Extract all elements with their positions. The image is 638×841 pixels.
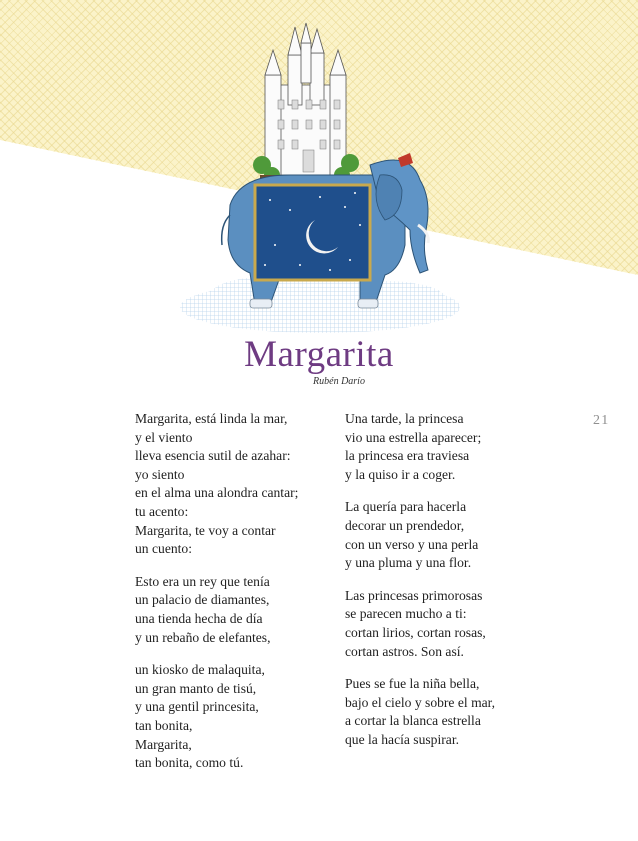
poem-line: lleva esencia sutil de azahar: [135,448,291,464]
stanza [135,573,335,647]
stanza [345,587,545,661]
poem-line: Las princesas primorosas [345,587,483,603]
poem-line: La quería para hacerla [345,499,467,515]
poem-line: y la quiso ir a coger. [345,466,456,482]
poem-line: en el alma una alondra cantar; [135,485,299,501]
poem-line: Margarita, te voy a contar [135,522,276,538]
poem-line: y una pluma y una flor. [345,555,472,571]
poem-title: Margarita [244,334,394,375]
poem-line: Margarita, [135,736,192,752]
poem-line: cortan lirios, cortan rosas, [345,624,486,640]
poem-line: Margarita, está linda la mar, [135,411,288,426]
page-number: 21 [593,413,610,428]
poem-line: decorar un prendedor, [345,517,465,533]
poem-line: un palacio de diamantes, [135,592,270,608]
left-column [135,410,335,787]
right-column [345,410,545,764]
poem-line: yo siento [135,466,185,482]
poem-line: Una tarde, la princesa [345,411,464,426]
poem-line: un gran manto de tisú, [135,680,257,696]
poem-line: que la hacía suspirar. [345,731,459,747]
elephant-illustration [170,15,490,345]
poem-line: y una gentil princesita, [135,699,259,715]
poem-line: y un rebaño de elefantes, [135,629,271,645]
poem-line: vio una estrella aparecer; [345,429,482,445]
stanza [345,410,545,484]
stanza [345,498,545,572]
poem-line: se parecen mucho a ti: [345,606,467,622]
poem-line: tan bonita, como tú. [135,755,244,771]
poem-author: Rubén Darío [313,376,365,387]
poem-line: y el viento [135,429,193,445]
poem-line: con un verso y una perla [345,536,479,552]
stanza [345,675,545,749]
castle-icon [265,23,346,175]
poem-line: bajo el cielo y sobre el mar, [345,694,496,710]
stanza [135,410,335,559]
poem-line: Pues se fue la niña bella, [345,676,480,692]
poem-line: un cuento: [135,541,193,557]
poem-line: la princesa era traviesa [345,448,470,464]
poem-line: una tienda hecha de día [135,610,263,626]
blanket [255,185,370,280]
poem-line: tu acento: [135,503,189,519]
poem-line: cortan astros. Son así. [345,643,464,659]
poem-line: un kiosko de malaquita, [135,662,265,678]
stanza [135,661,335,773]
poem-line: tan bonita, [135,717,193,733]
poem-line: a cortar la blanca estrella [345,713,481,729]
poem-line: Esto era un rey que tenía [135,573,270,589]
